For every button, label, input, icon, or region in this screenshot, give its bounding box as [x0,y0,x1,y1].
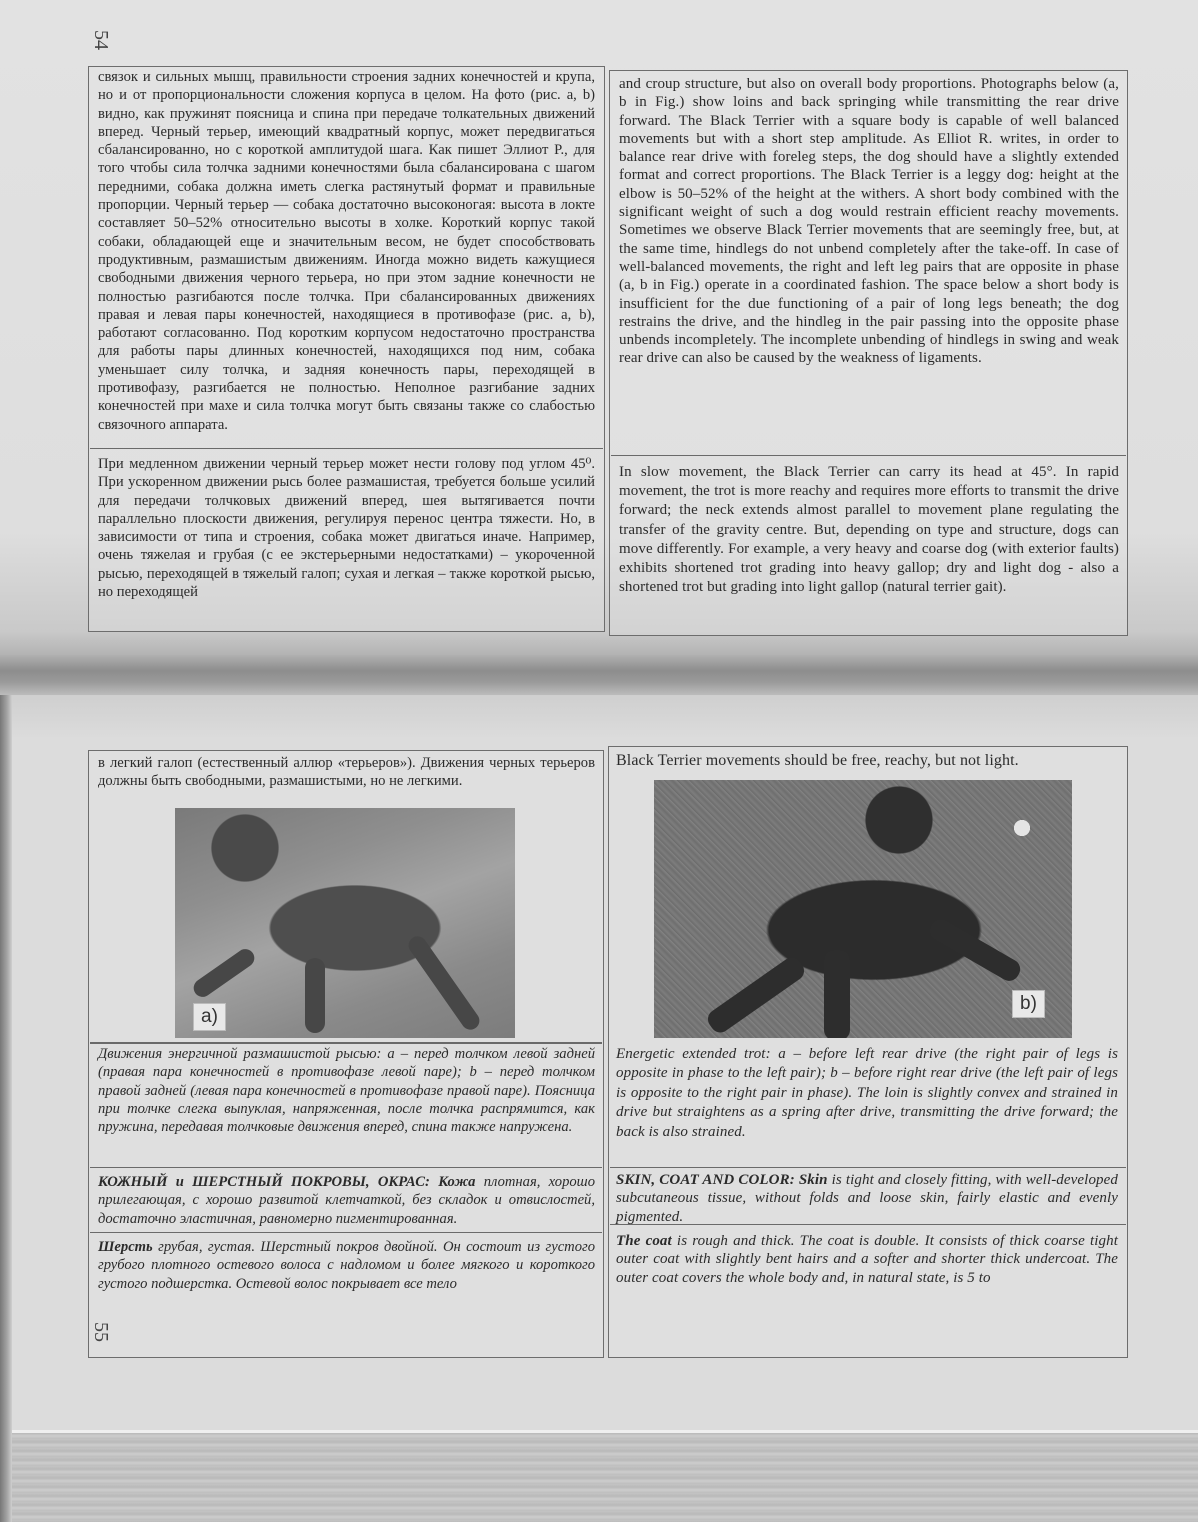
page-stack-edge [12,1430,1198,1522]
photo-label-b: b) [1012,990,1045,1018]
ru-skin-term: Кожа [438,1174,476,1190]
ru-photo-caption: Движения энергичной размашистой рысью: a – перед толчком левой задней (правая пара конечностей в противофазе левой паре); b – перед толчком правой задней (левая пара конечностей в противофазе правой паре). Поясница при толчке слегка выпуклая, напряженная, после толчка распрямится, как пружина, передавая толчковые движения вперед, спина также напружена. [98,1046,595,1136]
dog-leg [305,958,325,1033]
en-paragraph-head-carriage: In slow movement, the Black Terrier can carry its head at 45°. In rapid movement, the trot is more reachy and requires more efforts to transmit the drive forward; the neck extends almost parallel to movement plane regulating the transfer of the gravity centre. But, depending on type and structure, dogs can move differently. For example, a very heavy and coarse dog (with exterior faults) exhibits shortened trot grading into heavy gallop; dry and light dog - also a shortened trot but grading into light gallop (natural terrier gait). [619,464,1119,596]
dog-leg [405,933,483,1033]
dog-leg [190,946,258,1001]
photo-dog-trot-b [654,780,1072,1038]
divider [90,1042,602,1044]
ru-skin-heading: КОЖНЫЙ и ШЕРСТНЫЙ ПОКРОВЫ, ОКРАС: [98,1174,430,1190]
ru-intro-text: в легкий галоп (естественный аллюр «терьеров»). Движения черных терьеров должны быть свободными, размашистыми, но не легкими. [98,755,595,790]
en-intro-text: Black Terrier movements should be free, reachy, but not light. [616,752,1019,769]
page-number-54: 54 [90,30,112,50]
en-coat-term: The coat [616,1233,672,1249]
divider [610,1224,1126,1225]
en-paragraph-gait: and croup structure, but also on overall body proportions. Photographs below (a, b in Fig.) show loins and back springing while transmitting the rear drive forward. The Black Terrier with a square body is capable of well balanced movements but with a short step amplitude. As Elliot R. writes, in order to balance rear drive with foreleg steps, the dog should have a slightly extended format and correct proportions. The Black Terrier is a leggy dog: height at the elbow is 50–52% of the height at the withers. A short body combined with the significant weight of such a dog would restrain efficient reachy movements. Sometimes we observe Black Terrier movements that are seemingly free, but, at the same time, hindlegs do not unbend completely after the take-off. In case of well-balanced movements, the right and left leg pairs that are opposite in phase (a, b in Fig.) operate in a coordinated fashion. The space below a short body is insufficient for the due functioning of a pair of long legs beneath; the dog restrains the drive, and the hindleg in the pair passing into the opposite phase unbends incompletely. The incomplete unbending of hindlegs in swing and weak rear drive can also be caused by the weakness of ligaments. [619,76,1119,367]
ru-coat-text: грубая, густая. Шерстный покров двойной. Он состоит из густого грубого плотного остевого волоса с надломом и более мягкого и короткого густого подшерстка. Остевой волос покрывает все тело [98,1239,595,1292]
dog-leg [704,954,808,1037]
en-skin-text: is tight and closely fitting, with well-developed subcutaneous tissue, without folds and loose skin, fairly elastic and evenly pigmented. [616,1172,1119,1225]
en-coat-text: is rough and thick. The coat is double. It consists of thick coarse tight outer coat with slightly bent hairs and a softer and shorter thick undercoat. The outer coat covers the whole body and, in natural state, is 5 to [616,1233,1118,1286]
en-skin-term: Skin [798,1172,828,1188]
photo-dog-trot-a [175,808,515,1038]
ru-coat-term: Шерсть [98,1239,153,1255]
dog-leg [926,915,1024,984]
ru-paragraph-gait: связок и сильных мышц, правильности строения задних конечностей и крупа, но и от пропорциональности сложения корпуса в целом. На фото (рис. a, b) видно, как пружинят поясница и спина при передаче толкательных движений вперед. Черный терьер, имеющий квадратный корпус, может передвигаться сбалансированно, но с короткой амплитудой шага. Как пишет Эллиот Р., для того чтобы сила толчка задними конечностями была сбалансирована с шагом передними, собака должна иметь слегка растянутый формат и правильные пропорции. Черный терьер — собака достаточно высоконогая: высота в локте составляет 50–52% относительно высоты в холке. Короткий корпус такой собаки, обладающей еще и значительным весом, не будет способствовать продуктивным, размашистым движениям. Иногда можно видеть кажущиеся свободными движения черного терьера, но при этом задние конечности не полностью разгибаются после толчка. При сбалансированных движениях правая и левая пары конечностей, находящиеся в противофазе (рис. a, b), работают согласованно. Под коротким корпусом недостаточно пространства для работы пары длинных конечностей, находящихся под ним, собака уменьшает силу толчка, и задняя конечность пары, переходящей в противофазу, разгибается не полностью. Неполное разгибание задних конечностей при махе и сила толчка могут быть связаны также со слабостью связочного аппарата. [98,69,595,433]
divider [90,1232,602,1233]
page-54 [0,0,1198,665]
book-edge [0,695,12,1522]
en-coat-paragraph [616,1232,1118,1287]
ru-paragraph-head-carriage: При медленном движении черный терьер может нести голову под углом 45⁰. При ускоренном движении рысь более размашистая, требуется больше усилий для передачи толчковых движений вперед, шея вытягивается почти параллельно плоскости движения, регулируя перенос центра тяжести. Но, в зависимости от типа и строения, собака может двигаться иначе. Например, очень тяжелая и грубая (с ее экстерьерными недостатками) – укороченной рысью, переходящей в тяжелый галоп; сухая и легкая – также короткой рысью, но переходящей [98,456,595,601]
dog-leg [824,950,850,1038]
divider [611,455,1126,456]
en-photo-caption: Energetic extended trot: a – before left rear drive (the right pair of legs is opposite in phase to the left pair); b – before right rear drive (the left pair of legs is opposite to the right pair in phase). The loin is slightly convex and strained in drive but straightens as a spring after drive, transmitting the drive forward; the back is also strained. [616,1046,1118,1140]
ru-skin-text: плотная, хорошо прилегающая, с хорошо развитой клетчаткой, без складок и отвислостей, достаточно эластичная, равномерно пигментированная. [98,1174,595,1227]
ru-skin-paragraph [98,1173,595,1228]
page-number-55: 55 [90,1322,112,1342]
divider [610,1167,1126,1168]
ru-coat-paragraph [98,1238,595,1293]
en-skin-paragraph [616,1171,1118,1226]
photo-label-a: a) [193,1003,226,1031]
en-skin-heading: SKIN, COAT AND COLOR: [616,1172,795,1188]
page-55 [0,695,1198,1437]
divider [90,448,603,449]
book-gutter [0,655,1198,700]
divider [90,1167,602,1168]
